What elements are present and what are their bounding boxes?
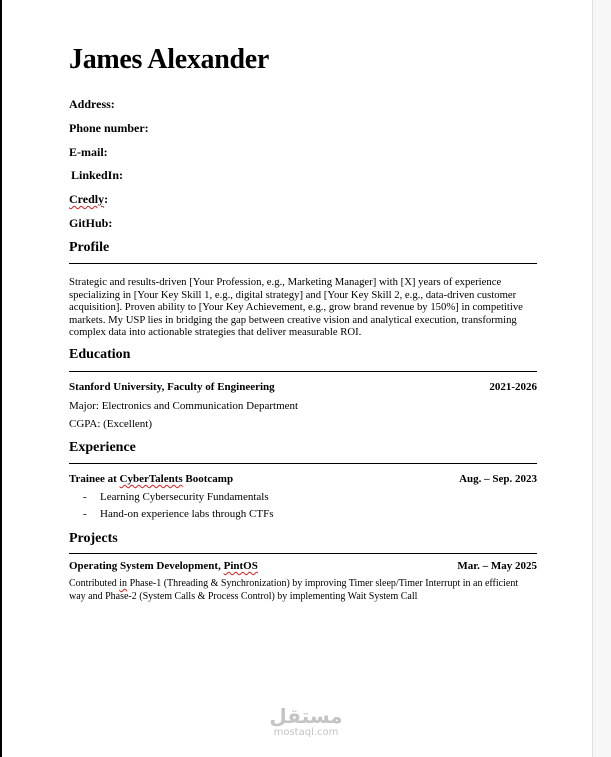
project-dates: Mar. – May 2025: [457, 560, 537, 572]
experience-role-prefix: Trainee at: [69, 473, 120, 485]
credly-text: Credly: [69, 192, 105, 206]
projects-heading: Projects: [69, 531, 118, 546]
watermark-logo: مستقل: [269, 704, 343, 728]
education-heading: Education: [69, 347, 131, 362]
email-label: E-mail:: [69, 145, 108, 159]
bullet-dash: -: [83, 491, 87, 503]
projects-rule: [69, 553, 537, 554]
resume-name: James Alexander: [69, 44, 270, 75]
window-right-gutter: [592, 0, 611, 757]
education-major: Major: Electronics and Communication Department: [69, 400, 299, 412]
project-desc-line-2: way and Phase-2 (System Calls & Process Control) by implementing Wait System Call: [69, 591, 418, 602]
project-name: PintOS: [223, 560, 258, 572]
experience-bullet-text: Learning Cybersecurity Fundamentals: [100, 491, 269, 503]
project-desc-1a: Contributed: [69, 578, 120, 589]
experience-bullet: [83, 491, 269, 503]
bullet-dash: -: [83, 508, 87, 520]
project-desc-1b: Phase-1 (Threading & Synchronization) by improving Timer sleep/Timer Interrupt in an efficient: [127, 578, 519, 589]
github-label: GitHub:: [69, 216, 113, 230]
experience-role-suffix: Bootcamp: [182, 473, 234, 485]
experience-entry-header: [69, 473, 537, 485]
experience-bullet: [83, 508, 274, 520]
project-desc-line-1: [69, 578, 518, 589]
project-title: [69, 560, 258, 572]
linkedin-label: LinkedIn:: [71, 168, 124, 182]
education-entry-header: [69, 381, 537, 393]
experience-org: CyberTalents: [119, 473, 183, 485]
education-rule: [69, 371, 537, 372]
credly-colon: :: [104, 192, 109, 206]
experience-rule: [69, 463, 537, 464]
project-title-prefix: Operating System Development,: [69, 560, 224, 572]
watermark-site: mostaql.com: [273, 727, 339, 738]
address-label: Address:: [69, 97, 115, 111]
profile-rule: [69, 263, 537, 264]
experience-heading: Experience: [69, 440, 136, 455]
page-left-border: [0, 0, 2, 757]
profile-heading: Profile: [69, 240, 110, 255]
phone-label: Phone number:: [69, 121, 149, 135]
mostaql-watermark: [266, 705, 346, 738]
education-years: 2021-2026: [489, 381, 537, 393]
education-cgpa: CGPA: (Excellent): [69, 418, 152, 430]
project-desc-in: in: [119, 578, 128, 589]
project-entry-header: [69, 560, 537, 572]
profile-summary: Strategic and results-driven [Your Profession, e.g., Marketing Manager] with [X] years of experience specializing in [Your Key Skill 1, e.g., digital strategy] and [Your Key Skill 2, e.g., data-driven customer acquisition]. Proven ability to [Your Key Achievement, e.g., grow brand revenue by 150%] in competitive markets. My USP lies in bridging the gap between creative vision and analytical execution, transforming complex data into actionable strategies that deliver measurable ROI.: [69, 276, 523, 339]
credly-label: [69, 192, 108, 207]
experience-dates: Aug. – Sep. 2023: [459, 473, 537, 485]
experience-role: [69, 473, 233, 485]
experience-bullet-text: Hand-on experience labs through CTFs: [100, 508, 274, 520]
education-school: Stanford University, Faculty of Engineering: [69, 381, 275, 393]
